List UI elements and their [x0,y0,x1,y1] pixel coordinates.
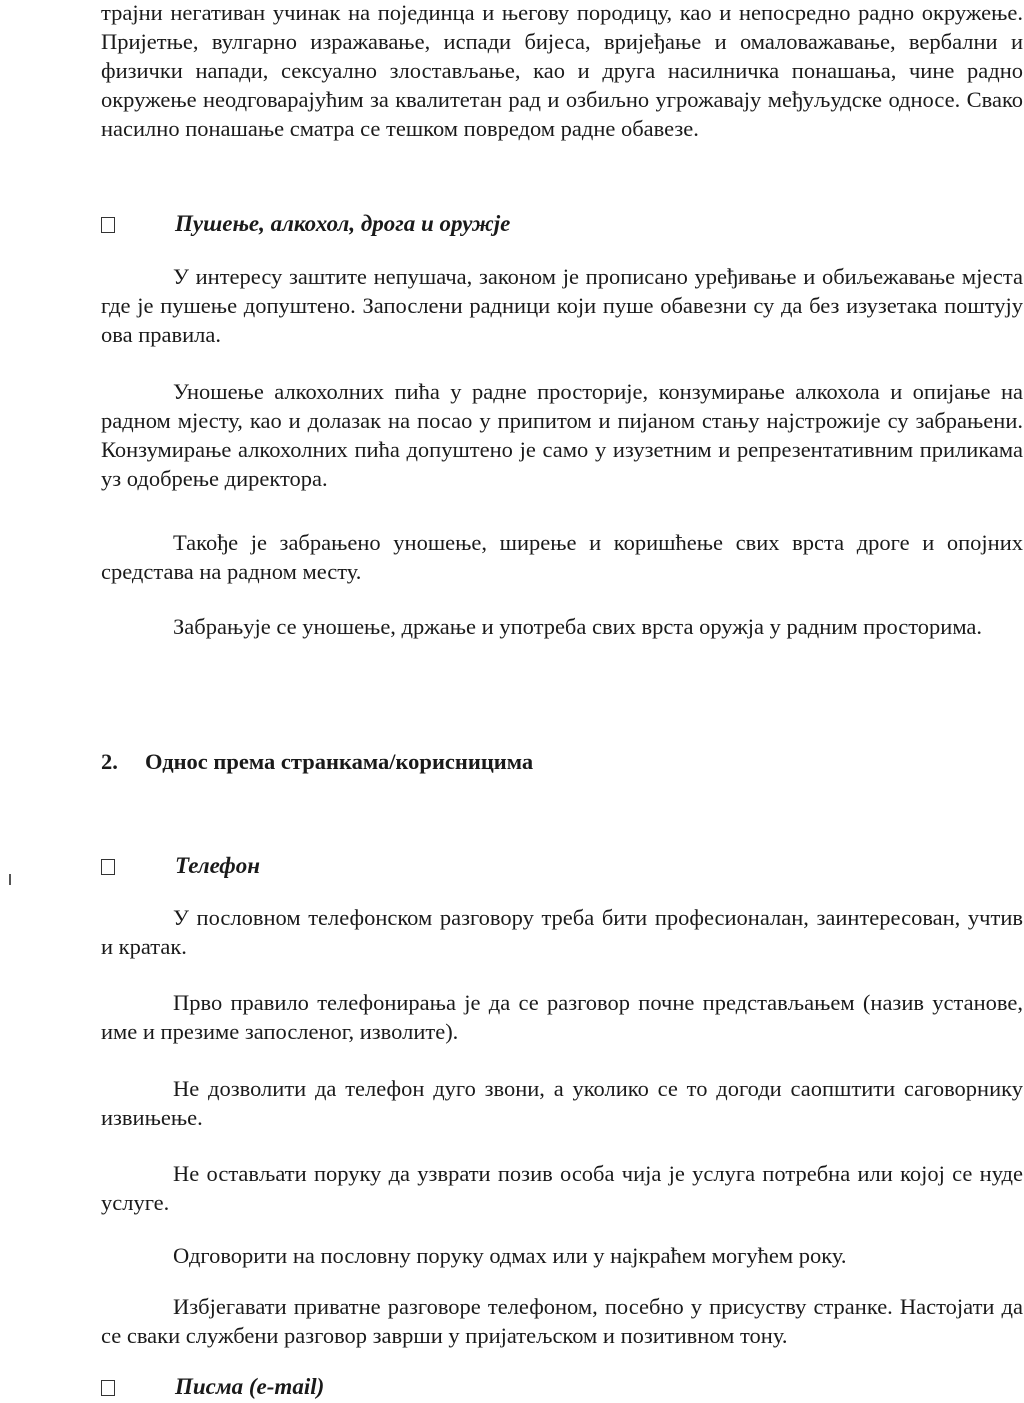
checkbox-bullet-icon [101,1380,115,1396]
section-number: 2. [101,749,118,774]
paragraph-telephone-2: Прво правило телефонирања је да се разговор почне представљањем (назив установе, име и презиме запосленог, изволите). [101,990,1023,1044]
paragraph-telephone-4: Не остављати поруку да узврати позив особа чија је услуга потребна или којој се нуде услуге. [101,1161,1023,1215]
bullet-letters-email [101,1371,324,1403]
bullet-heading: Телефон [175,853,261,878]
paragraph-telephone-3: Не дозволити да телефон дуго звони, а уколико се то догоди саопштити саговорнику извињење. [101,1076,1023,1130]
paragraph-violence-continued: трајни негативан учинак на појединца и његову породицу, као и непосредно радно окружење. Пријетње, вулгарно изражавање, испади бијеса, вријеђање и омаловажавање, вербални и физички напади, сексуално злостављање, као и друга насилничка понашања, чине радно окружење неодговарајућим за квалитетан рад и озбиљно угрожавају међуљудске односе. Свако насилно понашање сматра се тешком повредом радне обавезе. [101,0,1023,141]
scan-mark [9,874,11,885]
bullet-heading: Писма (e-mail) [175,1374,325,1399]
paragraph-telephone-5: Одговорити на пословну поруку одмах или у најкраћем могућем року. [173,1243,847,1268]
bullet-smoking-alcohol-drugs-weapons [101,208,510,240]
section-title: Однос према странкама/корисницима [145,749,534,774]
paragraph-smoking: У интересу заштите непушача, законом је прописано уређивање и обиљежавање мјеста где је пушење допуштено. Запослени радници који пуше обавезни су да без изузетака поштују ова правила. [101,264,1023,347]
checkbox-bullet-icon [101,217,115,233]
paragraph-alcohol: Уношење алкохолних пића у радне просторије, конзумирање алкохола и опијање на радном мјесту, као и долазак на посао у припитом и пијаном стању најстрожије су забрањени. Конзумирање алкохолних пића допуштено је само у изузетним и репрезентативним приликама уз одобрење директора. [101,379,1023,491]
bullet-telephone [101,850,260,882]
paragraph-telephone-1: У пословном телефонском разговору треба бити професионалан, заинтересован, учтив и кратак. [101,905,1023,959]
paragraph-telephone-6: Избјегавати приватне разговоре телефоном, посебно у присуству странке. Настојати да се сваки службени разговор заврши у пријатељском и позитивном тону. [101,1294,1023,1348]
paragraph-drugs: Такође је забрањено уношење, ширење и коришћење свих врста дроге и опојних средстава на радном месту. [101,530,1023,584]
bullet-heading: Пушење, алкохол, дрога и оружје [175,211,511,236]
paragraph-weapons: Забрањује се уношење, држање и употреба свих врста оружја у радним просторима. [173,614,983,639]
section-heading [101,747,533,776]
checkbox-bullet-icon [101,859,115,875]
